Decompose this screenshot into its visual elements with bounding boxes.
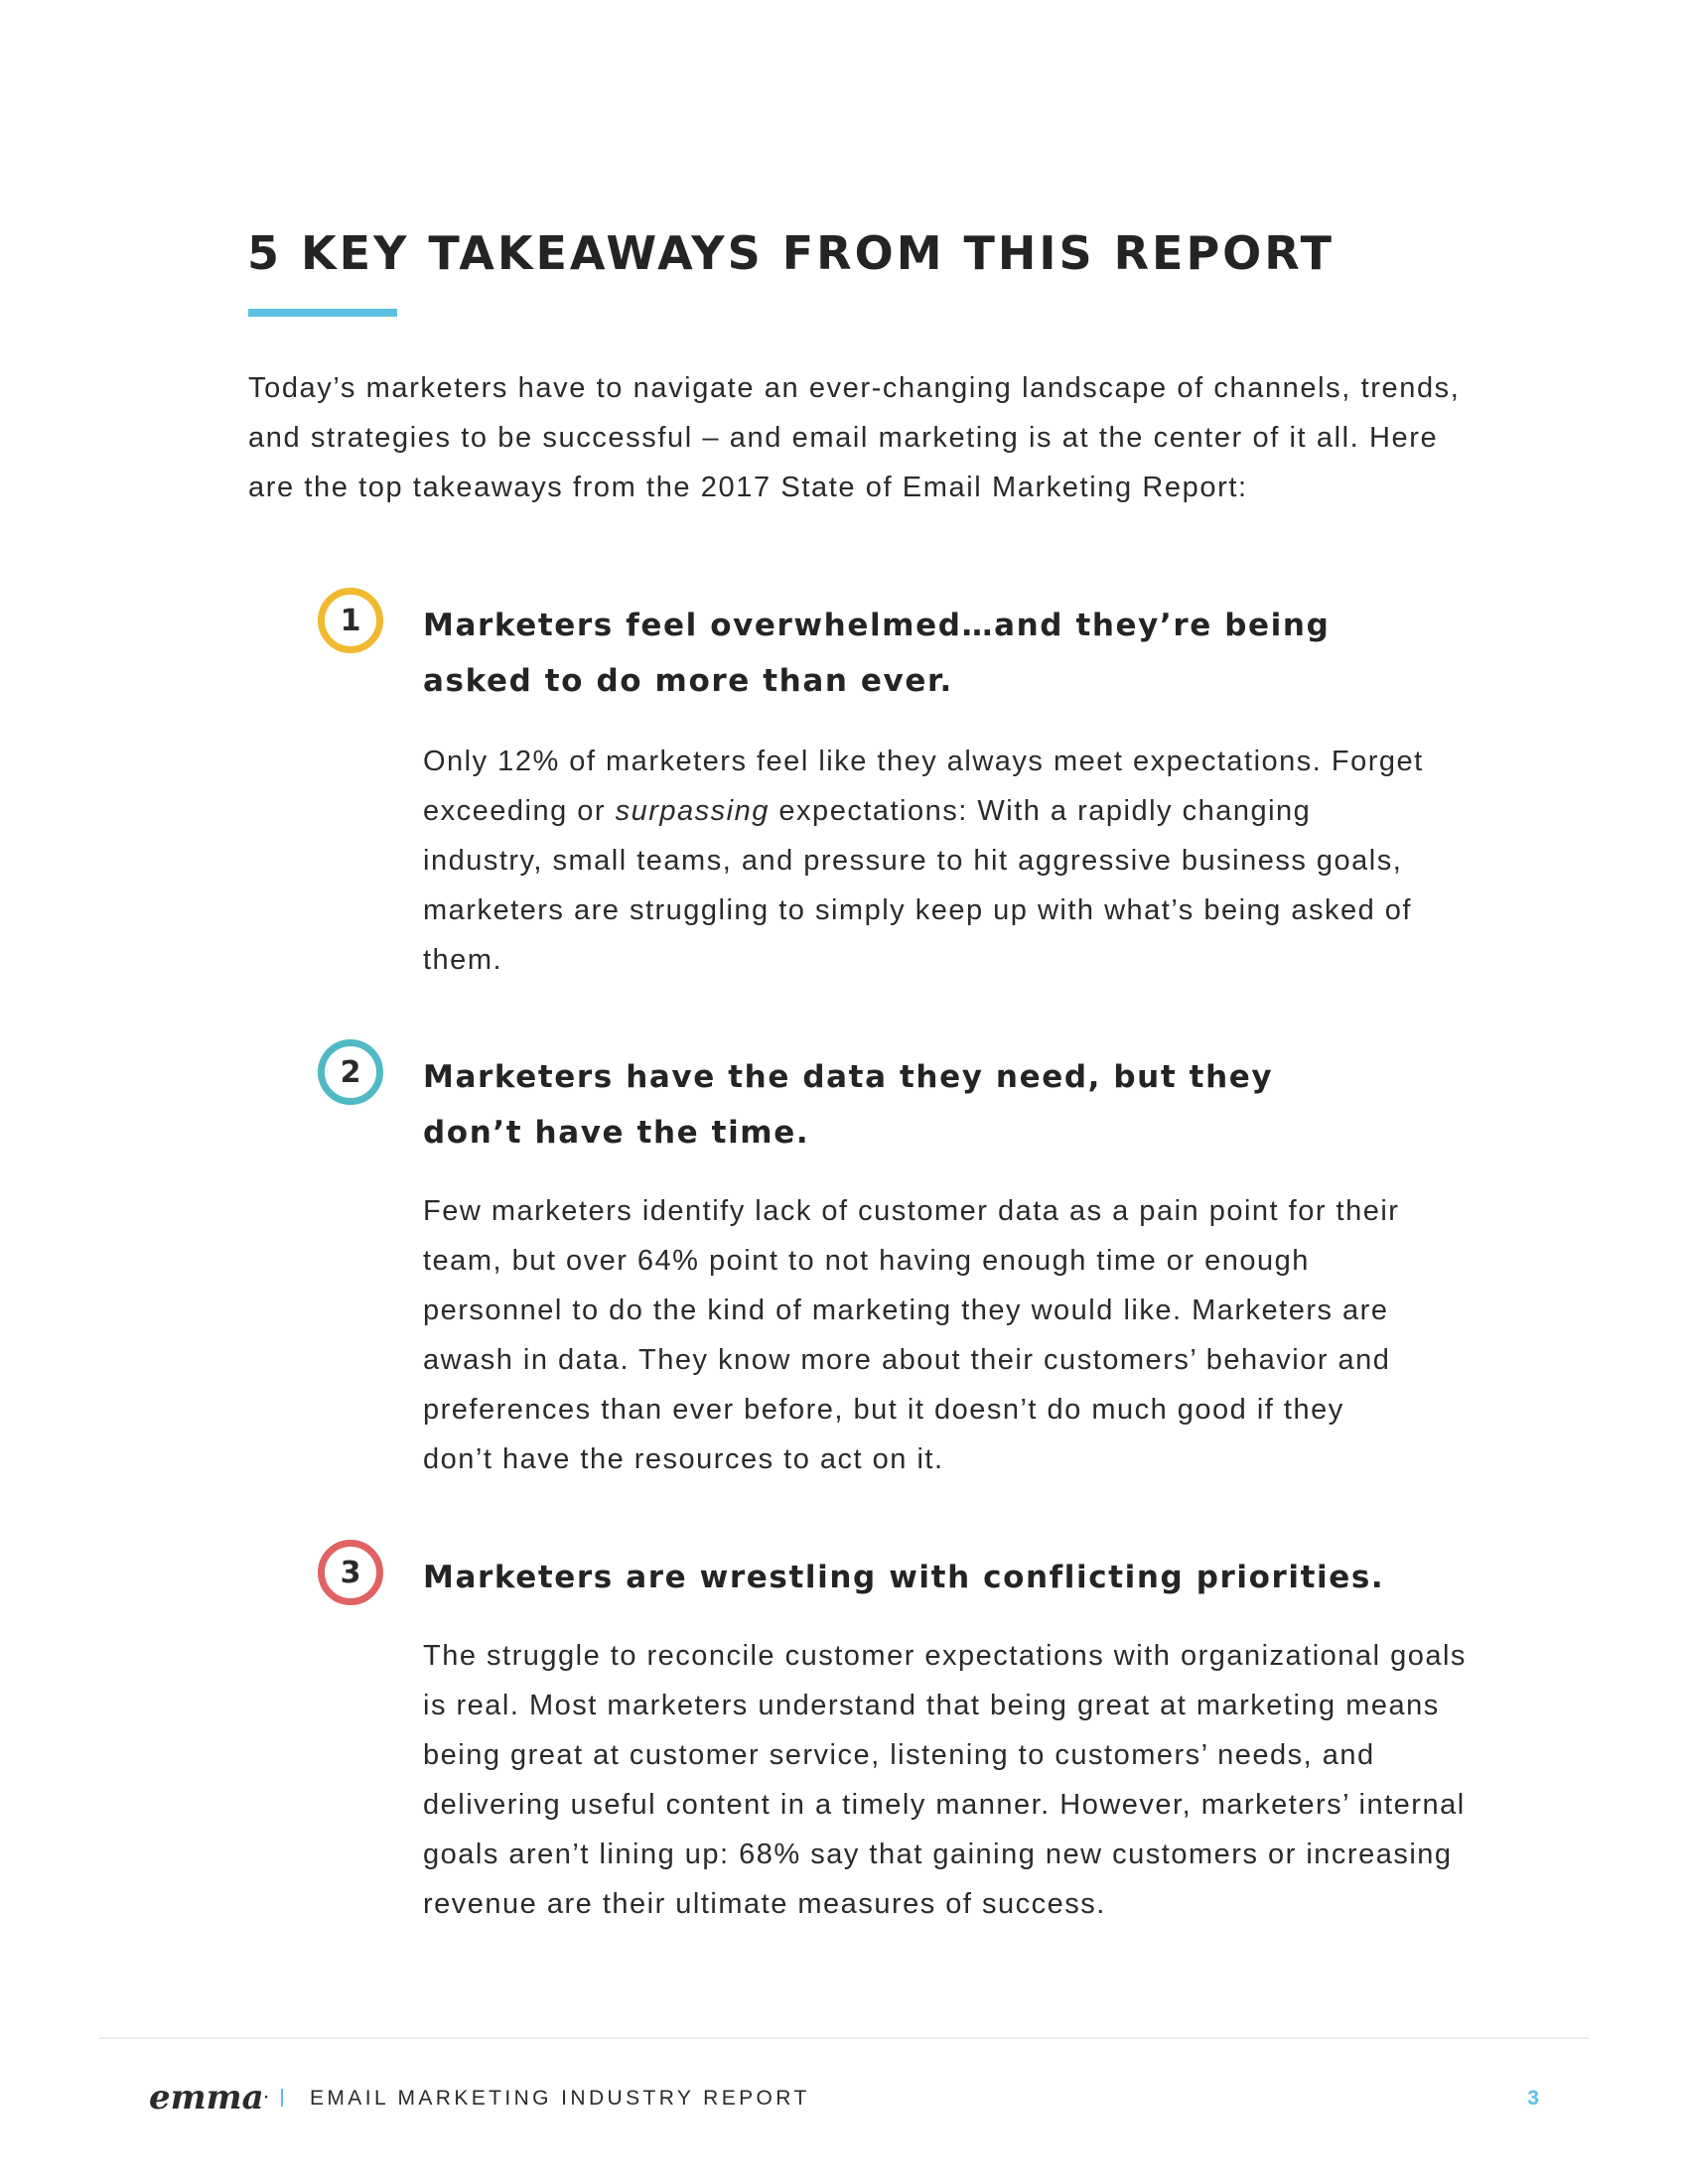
- takeaway-body: [423, 737, 1426, 985]
- number-badge: 1: [318, 588, 383, 653]
- body-text: expectations: With a rapidly changing industry, small teams, and pressure to hit aggressive business goals, marketers are struggling to simply keep up with what’s being asked of them.: [423, 795, 1412, 976]
- takeaway-heading: Marketers feel overwhelmed…and they’re being asked to do more than ever.: [423, 608, 1331, 699]
- footer-divider: [99, 2037, 1589, 2039]
- footer-report-name: EMAIL MARKETING INDUSTRY REPORT: [310, 2087, 810, 2110]
- page-title: 5 KEY TAKEAWAYS FROM THIS REPORT: [247, 226, 1336, 280]
- body-text: Only 12% of marketers feel like they always meet expectations. Forget exceeding or: [423, 746, 1424, 827]
- number-badge: 2: [318, 1039, 383, 1105]
- page-number: 3: [1527, 2087, 1539, 2110]
- footer-separator: [281, 2089, 283, 2107]
- takeaway-body: The struggle to reconcile customer expectations with organizational goals is real. Most marketers understand that being great at marketing means being great at customer service, listening to customers’ needs, and delivering useful content in a timely manner. However, marketers’ internal goals aren’t lining up: 68% say that gaining new customers or increasing revenue are their ultimate measures of success.: [423, 1640, 1467, 1920]
- intro-paragraph: Today’s marketers have to navigate an ever-changing landscape of channels, trends, and strategies to be successful – and email marketing is at the center of it all. Here are the top takeaways from the 2017 State of Email Marketing Report:: [248, 372, 1461, 503]
- takeaway-body: Few marketers identify lack of customer data as a pain point for their team, but over 64% point to not having enough time or enough personnel to do the kind of marketing they would like. Marketers are awash in data. They know more about their customers’ behavior and preferences than ever before, but it doesn’t do much good if they don’t have the resources to act on it.: [423, 1195, 1400, 1475]
- emma-logo: [149, 2078, 269, 2117]
- logo-mark: ·: [263, 2090, 269, 2106]
- title-underline: [248, 309, 397, 317]
- takeaway-heading: Marketers are wrestling with conflicting priorities.: [423, 1560, 1385, 1595]
- logo-wordmark: emma: [149, 2078, 264, 2117]
- number-badge: 3: [318, 1540, 383, 1605]
- body-emphasis: surpassing: [615, 795, 770, 827]
- takeaway-heading: Marketers have the data they need, but they don’t have the time.: [423, 1059, 1274, 1151]
